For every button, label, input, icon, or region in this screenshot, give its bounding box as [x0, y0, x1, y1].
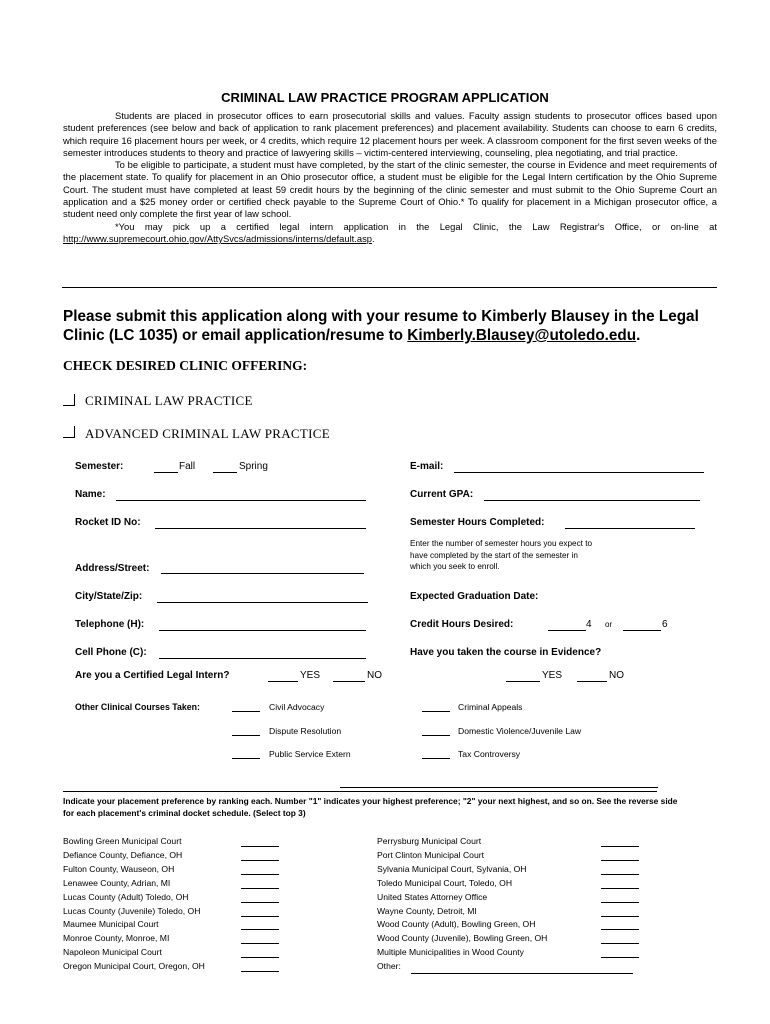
- gpa-label: Current GPA:: [410, 489, 474, 500]
- credit-hours-label: Credit Hours Desired:: [410, 619, 514, 630]
- telephone-label: Telephone (H):: [75, 619, 145, 630]
- intro-paragraph-1: Students are placed in prosecutor offices to earn prosecutorial skills and values. Faculty assign students to prosecutor offices based upon student preferences (see below and back of application to rank placement preferences) and placement availability. Students can choose to earn 6 credits, which require 16 placement hours per week, or 4 credits, which require 12 placement hours per week. A classroom component for the first seven weeks of the semester introduces students to theory and practice of lawyering skills – victim-centered interviewing, counseling, plea negotiating, and trial practice.: [63, 110, 717, 158]
- evidence-yes-label: YES: [542, 670, 563, 681]
- placement-label: Other:: [377, 961, 401, 972]
- placement-label: Wood County (Juvenile), Bowling Green, OH: [377, 933, 548, 944]
- city-field[interactable]: [157, 602, 368, 603]
- spring-field[interactable]: [213, 472, 237, 473]
- placement-rank-field[interactable]: [241, 835, 279, 847]
- placement-rank-field[interactable]: [241, 905, 279, 917]
- placement-rank-field[interactable]: [601, 891, 639, 903]
- placement-rank-field[interactable]: [601, 835, 639, 847]
- evidence-no-label: NO: [609, 670, 624, 681]
- placement-rank-field[interactable]: [241, 891, 279, 903]
- public-service-extern-field[interactable]: [232, 758, 260, 759]
- rocket-id-label: Rocket ID No:: [75, 517, 141, 528]
- placement-rank-field[interactable]: [241, 877, 279, 889]
- city-label: City/State/Zip:: [75, 591, 143, 602]
- public-service-extern-label: Public Service Extern: [269, 749, 351, 759]
- placement-row: [377, 905, 633, 919]
- credit-6-field[interactable]: [623, 630, 661, 631]
- domestic-violence-field[interactable]: [422, 735, 450, 736]
- submit-line-2: [63, 326, 723, 345]
- intern-no-field[interactable]: [333, 681, 365, 682]
- intro-end-period: .: [372, 232, 375, 244]
- intro-paragraph-2: To be eligible to participate, a student must have completed, by the start of the clinic semester, the course in Evidence and meet requirements of the placement state. To qualify for placement in an Ohio prosecutor office, a student must be eligible for the Legal Intern certification by the Ohio Supreme Court. The student must have completed at least 59 credit hours by the beginning of the clinic semester and must submit to the Ohio Supreme Court an application and a $25 money order or certified check payable to the Supreme Court of Ohio.* To qualify for placement in a Michigan prosecutor office, a student need only complete the first year of law school.: [63, 159, 717, 220]
- placement-row: [377, 849, 633, 863]
- contact-email-link[interactable]: Kimberly.Blausey@utoledo.edu: [407, 327, 637, 344]
- placement-row: [377, 946, 633, 960]
- page-title: CRIMINAL LAW PRACTICE PROGRAM APPLICATION: [221, 90, 549, 105]
- intern-note: *You may pick up a certified legal intern application in the Legal Clinic, the Law Registrar's Office, or on-line at: [115, 220, 717, 232]
- divider: [340, 787, 658, 788]
- hours-completed-label: Semester Hours Completed:: [410, 517, 545, 528]
- submit-instructions: [63, 307, 723, 345]
- placement-label: Lucas County (Adult) Toledo, OH: [63, 891, 189, 902]
- placement-rank-field[interactable]: [241, 918, 279, 930]
- placement-rank-field[interactable]: [601, 918, 639, 930]
- placement-row: [377, 863, 633, 877]
- credit-4-label: 4: [586, 619, 592, 630]
- semester-label: Semester:: [75, 461, 124, 472]
- placement-row: [377, 918, 633, 932]
- evidence-question-label: Have you taken the course in Evidence?: [410, 647, 602, 658]
- civil-advocacy-field[interactable]: [232, 711, 260, 712]
- placement-label: Multiple Municipalities in Wood County: [377, 947, 524, 958]
- placement-row: [377, 877, 633, 891]
- submit-line-2-text: Clinic (LC 1035) or email application/resume to: [63, 327, 408, 344]
- placement-label: Wayne County, Detroit, MI: [377, 905, 477, 916]
- rocket-id-field[interactable]: [155, 528, 366, 529]
- criminal-appeals-field[interactable]: [422, 711, 450, 712]
- credit-4-field[interactable]: [548, 630, 586, 631]
- credit-6-label: 6: [662, 619, 668, 630]
- placement-label: Sylvania Municipal Court, Sylvania, OH: [377, 863, 527, 874]
- divider: [63, 791, 657, 792]
- divider: [62, 287, 717, 288]
- hours-completed-note: Enter the number of semester hours you expect to have completed by the start of the semester in which you seek to enroll.: [410, 539, 593, 571]
- hours-completed-field[interactable]: [565, 528, 695, 529]
- supreme-court-link[interactable]: http://www.supremecourt.ohio.gov/AttySvcs/admissions/interns/default.asp: [63, 232, 372, 244]
- placement-list-left: [63, 835, 205, 974]
- intern-yes-label: YES: [300, 670, 321, 681]
- placement-row: [63, 918, 205, 932]
- placement-row: [63, 877, 205, 891]
- placement-row: [63, 891, 205, 905]
- placement-row: [63, 932, 205, 946]
- certified-intern-label: Are you a Certified Legal Intern?: [75, 670, 230, 681]
- criminal-law-practice-label: CRIMINAL LAW PRACTICE: [85, 393, 253, 408]
- placement-label: Monroe County, Monroe, MI: [63, 933, 170, 944]
- dispute-resolution-field[interactable]: [232, 735, 260, 736]
- placement-label: Wood County (Adult), Bowling Green, OH: [377, 919, 536, 930]
- placement-rank-field[interactable]: [601, 905, 639, 917]
- placement-rank-field[interactable]: [601, 932, 639, 944]
- placement-row: [63, 849, 205, 863]
- name-field[interactable]: [116, 500, 366, 501]
- domestic-violence-label: Domestic Violence/Juvenile Law: [458, 726, 582, 736]
- cell-phone-label: Cell Phone (C):: [75, 647, 147, 658]
- placement-row: [377, 891, 633, 905]
- civil-advocacy-label: Civil Advocacy: [269, 702, 325, 712]
- placement-rank-field[interactable]: [601, 849, 639, 861]
- evidence-no-field[interactable]: [577, 681, 607, 682]
- placement-row: [63, 835, 205, 849]
- tax-controversy-label: Tax Controversy: [458, 749, 521, 759]
- graduation-date-label: Expected Graduation Date:: [410, 591, 539, 602]
- gpa-field[interactable]: [484, 500, 700, 501]
- placement-rank-field[interactable]: [241, 960, 279, 972]
- advanced-criminal-law-practice-checkbox[interactable]: [63, 426, 75, 438]
- email-label: E-mail:: [410, 461, 444, 472]
- dispute-resolution-label: Dispute Resolution: [269, 726, 342, 736]
- placement-rank-field[interactable]: [241, 863, 279, 875]
- placement-row: [377, 835, 633, 849]
- placement-label: Napoleon Municipal Court: [63, 947, 162, 958]
- placement-list-right: [377, 835, 633, 974]
- placement-label: Lenawee County, Adrian, MI: [63, 877, 171, 888]
- email-field[interactable]: [454, 472, 704, 473]
- name-label: Name:: [75, 489, 106, 500]
- address-field[interactable]: [161, 573, 364, 574]
- placement-row: [377, 932, 633, 946]
- placement-label: Lucas County (Juvenile) Toledo, OH: [63, 905, 201, 916]
- spring-label: Spring: [239, 461, 268, 472]
- intern-no-label: NO: [367, 670, 382, 681]
- placement-label: Perrysburg Municipal Court: [377, 836, 482, 846]
- placement-row: [63, 946, 205, 960]
- placement-rank-field[interactable]: [241, 932, 279, 944]
- placement-label: Defiance County, Defiance, OH: [63, 849, 183, 860]
- placement-label: Fulton County, Wauseon, OH: [63, 863, 175, 874]
- placement-other-field[interactable]: [411, 963, 633, 974]
- tax-controversy-field[interactable]: [422, 758, 450, 759]
- credit-or-label: or: [605, 620, 613, 629]
- placement-rank-field[interactable]: [601, 863, 639, 875]
- placement-row: [377, 960, 633, 974]
- placement-rank-field[interactable]: [241, 946, 279, 958]
- criminal-appeals-label: Criminal Appeals: [458, 702, 523, 712]
- placement-label: Port Clinton Municipal Court: [377, 849, 484, 860]
- telephone-field[interactable]: [159, 630, 366, 631]
- intro-text: [63, 110, 717, 245]
- other-courses-label: Other Clinical Courses Taken:: [75, 702, 200, 712]
- placement-row: [63, 863, 205, 877]
- submit-end-period: .: [636, 327, 641, 344]
- placement-row: [63, 960, 205, 974]
- fall-label: Fall: [179, 461, 196, 472]
- placement-label: Toledo Municipal Court, Toledo, OH: [377, 877, 513, 888]
- evidence-yes-field[interactable]: [506, 681, 540, 682]
- placement-label: United States Attorney Office: [377, 891, 488, 902]
- placement-label: Oregon Municipal Court, Oregon, OH: [63, 961, 205, 972]
- placement-label: Maumee Municipal Court: [63, 919, 159, 930]
- intro-paragraph-3: [63, 221, 717, 246]
- fall-field[interactable]: [154, 472, 178, 473]
- placement-rank-field[interactable]: [601, 877, 639, 889]
- intern-yes-field[interactable]: [268, 681, 298, 682]
- placement-label: Bowling Green Municipal Court: [63, 836, 182, 846]
- advanced-criminal-law-practice-label: ADVANCED CRIMINAL LAW PRACTICE: [85, 426, 330, 441]
- placement-instruction: Indicate your placement preference by ranking each. Number "1" indicates your highest preference; "2" your next highest, and so on. See the reverse side for each placement's criminal docket schedule. (Select top 3): [63, 796, 678, 818]
- placement-row: [63, 905, 205, 919]
- criminal-law-practice-checkbox[interactable]: [63, 394, 75, 406]
- submit-line-1: Please submit this application along with your resume to Kimberly Blausey in the Legal: [63, 308, 699, 325]
- placement-rank-field[interactable]: [241, 849, 279, 861]
- address-label: Address/Street:: [75, 563, 150, 574]
- check-offering-heading: CHECK DESIRED CLINIC OFFERING:: [63, 358, 308, 373]
- placement-rank-field[interactable]: [601, 946, 639, 958]
- cell-phone-field[interactable]: [159, 658, 366, 659]
